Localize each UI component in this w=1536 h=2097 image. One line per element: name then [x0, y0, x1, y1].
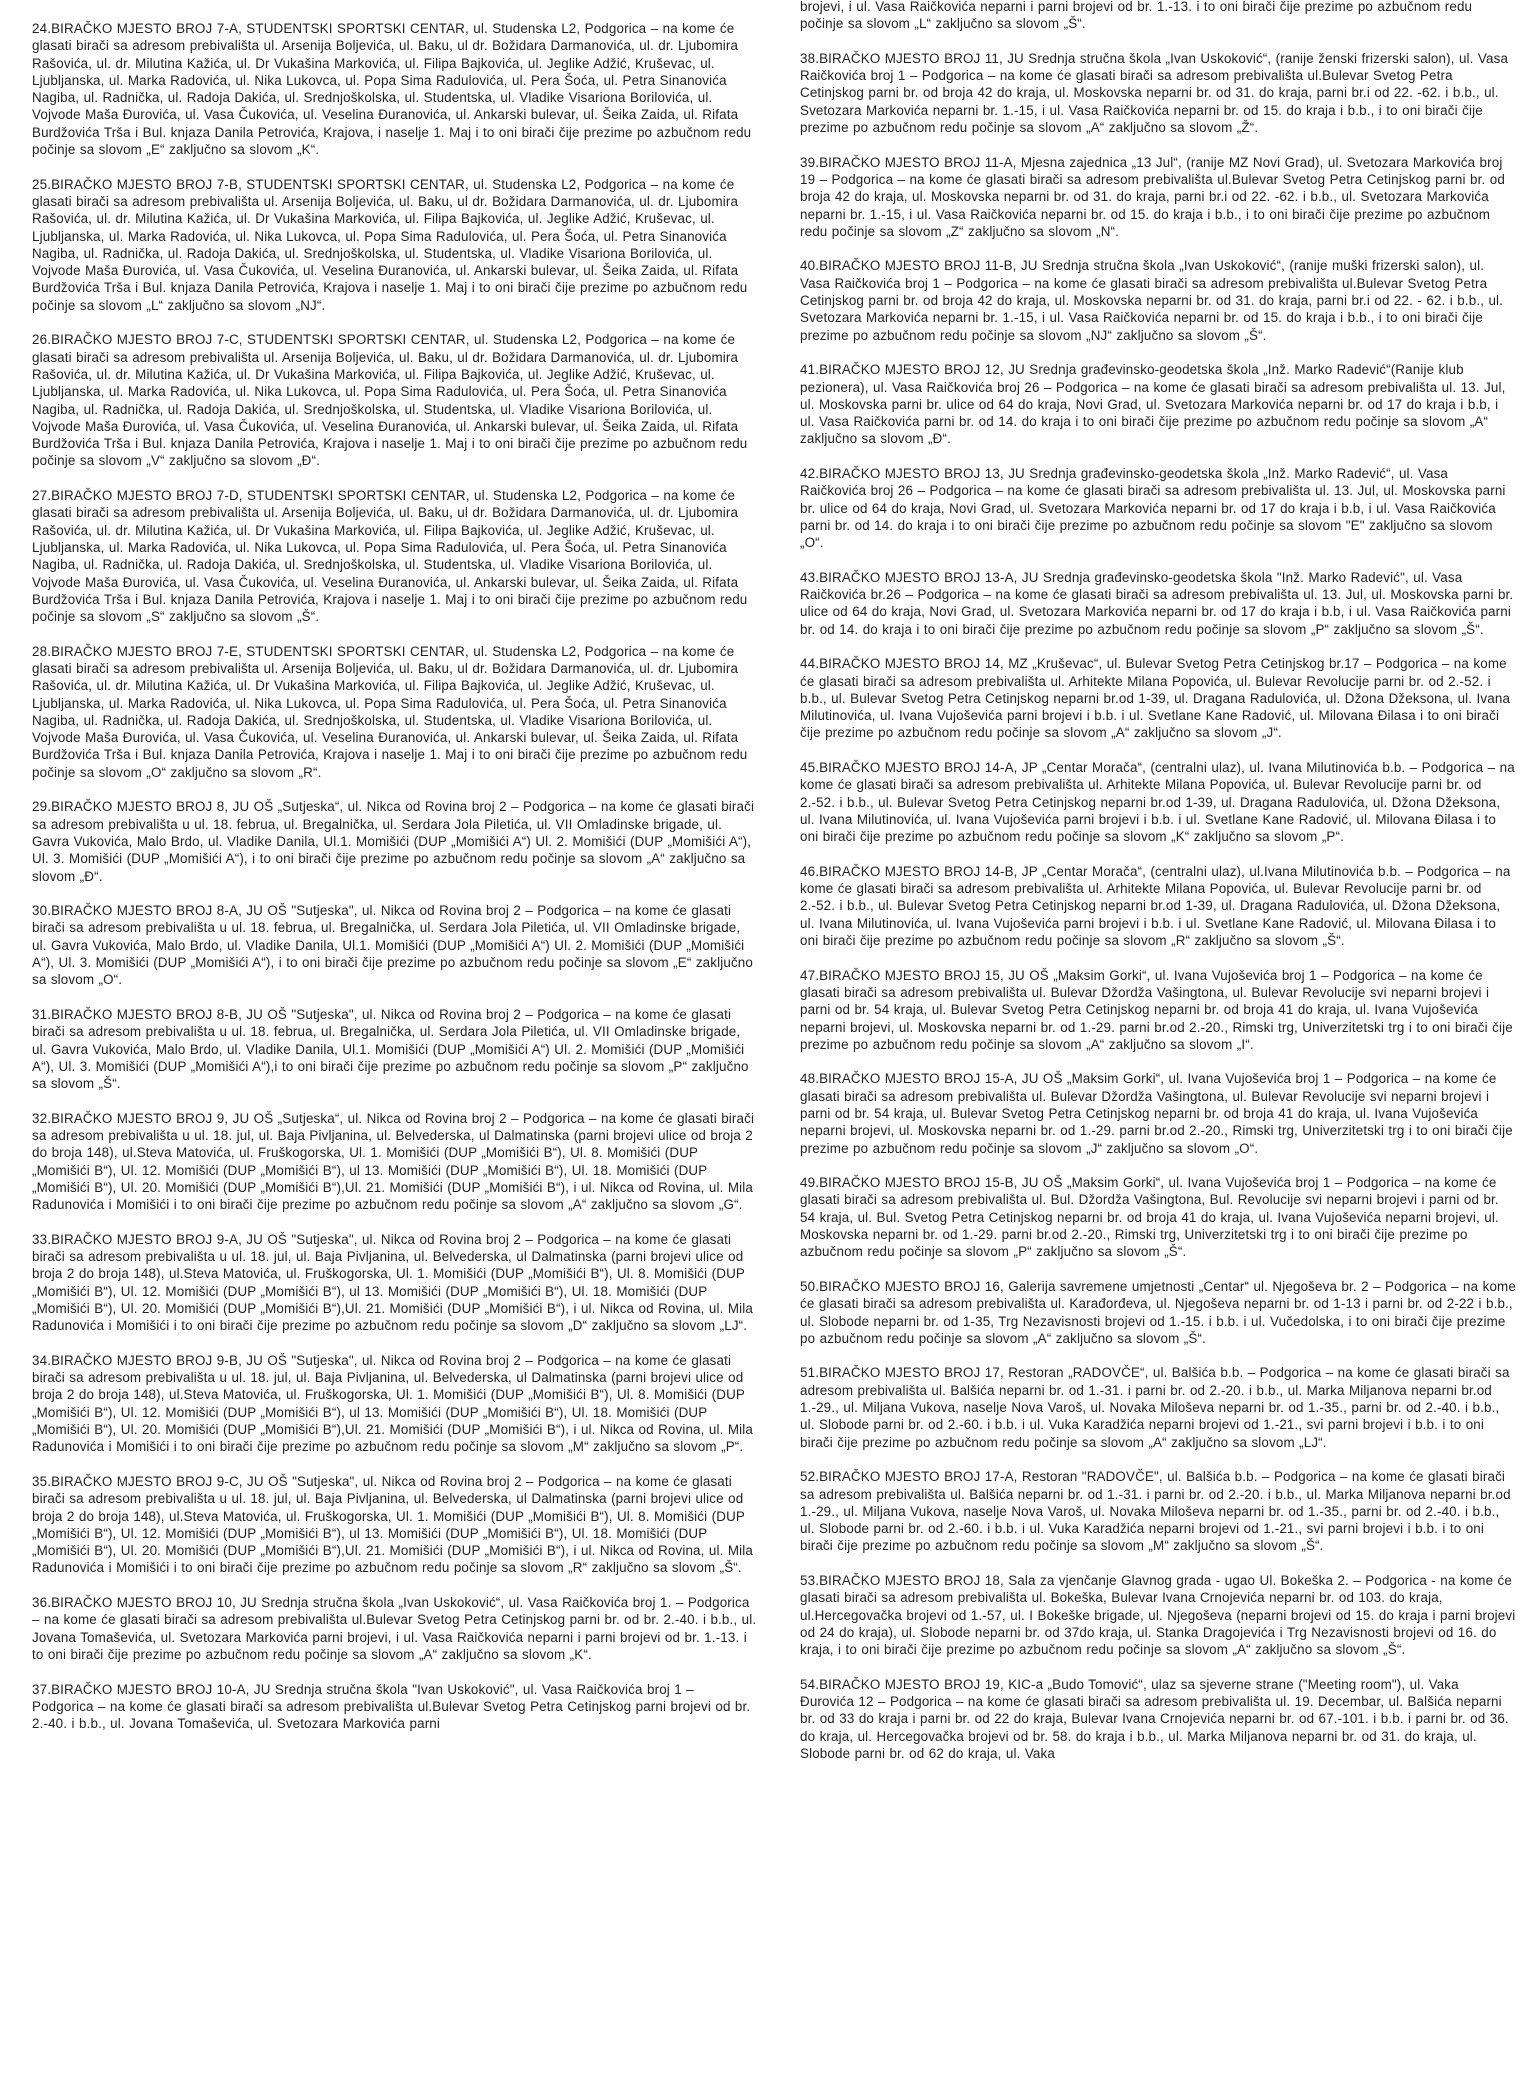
polling-station-entry: 45.BIRAČKO MJESTO BROJ 14-A, JP „Centar Morača“, (centralni ulaz), ul. Ivana Milutinovića b.b. – Podgorica – na kome će glasati birači sa adresom prebivališta ul. Arhitekte Milana Popovića, ul. Bulevar Revolucije parni br. od 2.-52. i b.b., ul. Bulevar Svetog Petra Cetinjskog neparni br.od 1-39, ul. Dragana Radulovića, ul. Džona Džeksona, ul. Ivana Milutinovića, ul. Ivana Vujoševića parni brojevi i b.b. i ul. Svetlane Kane Radović, ul. Milovana Đilasa i to oni birači čije prezime po azbučnom redu počinje sa slovom „K“ zaključno sa slovom „P“.	[800, 760, 1515, 845]
polling-station-entry: 46.BIRAČKO MJESTO BROJ 14-B, JP „Centar Morača“, (centralni ulaz), ul.Ivana Milutinovića b.b. – Podgorica – na kome će glasati birači sa adresom prebivališta ul. Arhitekte Milana Popovića, ul. Bulevar Revolucije parni br. od 2.-52. i b.b., ul. Bulevar Svetog Petra Cetinjskog neparni br.od 1-39, ul. Dragana Radulovića, ul. Džona Džeksona, ul. Ivana Milutinovića, ul. Ivana Vujoševića parni brojevi i b.b. i ul. Svetlane Kane Radović, ul. Milovana Đilasa i to oni birači čije prezime po azbučnom redu počinje sa slovom „R“ zaključno sa slovom „Š“.	[800, 863, 1511, 949]
polling-station-entry-continued: brojevi, i ul. Vasa Raičkovića neparni i parni brojevi od br. 1.-13. i to oni birači čije prezime po azbučnom redu počinje sa slovom „L“ zaključno sa slovom „Š“.	[800, 0, 1473, 32]
polling-station-entry: 35.BIRAČKO MJESTO BROJ 9-C, JU OŠ "Sutjeska", ul. Nikca od Rovina broj 2 – Podgorica – na kome će glasati birači sa adresom prebivališta u ul. 18. jul, ul. Baja Pivljanina, ul. Belvederska, ul Dalmatinska (parni brojevi ulice od broja 2 do broja 148), ul.Steva Matovića, ul. Fruškogorska, Ul. 1. Momišići (DUP „Momišići B“), Ul. 8. Momišići (DUP „Momišići B“), Ul. 12. Momišići (DUP „Momišići B“), ul 13. Momišići (DUP „Momišići B“), Ul. 18. Momišići (DUP „Momišići B“), Ul. 20. Momišići (DUP „Momišići B“),Ul. 21. Momišići (DUP „Momišići B“), i ul. Nikca od Rovina, ul. Mila Radunovića i Momišići i to oni birači čije prezime po azbučnom redu počinje sa slovom „R“ zaključno sa slovom „Š“.	[32, 1473, 754, 1576]
polling-station-entry: 39.BIRAČKO MJESTO BROJ 11-A, Mjesna zajednica „13 Jul“, (ranije MZ Novi Grad), ul. Svetozara Markovića broj 19 – Podgorica – na kome će glasati birači sa adresom prebivališta ul.Bulevar Svetog Petra Cetinjskog parni br. od broja 42 do kraja, ul. Moskovska neparni br. od 31. do kraja, parni br.i od 22. -62. i b.b., ul. Svetozara Markovića neparni br. 1.-15, i ul. Vasa Raičkovića neparni br. od 15. do kraja i b.b., i to oni birači čije prezime po azbučnom redu počinje sa slovom „Z“ zaključno sa slovom „N“.	[800, 154, 1505, 239]
polling-station-entry: 28.BIRAČKO MJESTO BROJ 7-E, STUDENTSKI SPORTSKI CENTAR, ul. Studenska L2, Podgorica – na kome će glasati birači sa adresom prebivališta ul. Arsenija Boljevića, ul. Baku, ul dr. Božidara Darmanovića, ul. dr. Ljubomira Rašovića, ul. dr. Milutina Kažića, ul. Dr Vukašina Markovića, ul. Filipa Bajkovića, ul. Jeglike Adžić, Kruševac, ul. Ljubljanska, ul. Marka Radovića, ul. Nika Lukovca, ul. Popa Sima Radulovića, ul. Pera Šoća, ul. Petra Sinanovića Nagiba, ul. Radnička, ul. Radoja Dakića, ul. Srednjoškolska, ul. Studentska, ul. Vladike Visariona Borilovića, ul. Vojvode Maša Đurovića, ul. Vasa Čukovića, ul. Veselina Đuranovića, ul. Ankarski bulevar, ul. Šeika Zaida, ul. Rifata Burdžovića Trša i Bul. knjaza Danila Petrovića, Krajova i naselje 1. Maj i to oni birači čije prezime po azbučnom redu počinje sa slovom „O“ zaključno sa slovom „R“.	[32, 643, 748, 780]
polling-station-entry: 32.BIRAČKO MJESTO BROJ 9, JU OŠ „Sutjeska“, ul. Nikca od Rovina broj 2 – Podgorica – na kome će glasati birači sa adresom prebivališta u ul. 18. jul, ul. Baja Pivljanina, ul. Belvederska, ul Dalmatinska (parni brojevi ulice od broja 2 do broja 148), ul.Steva Matovića, ul. Fruškogorska, Ul. 1. Momišići (DUP „Momišići B“), Ul. 8. Momišići (DUP „Momišići B“), Ul. 12. Momišići (DUP „Momišići B“), ul 13. Momišići (DUP „Momišići B“), Ul. 18. Momišići (DUP „Momišići B“), Ul. 20. Momišići (DUP „Momišići B“),Ul. 21. Momišići (DUP „Momišići B“), i ul. Nikca od Rovina, ul. Mila Radunovića i Momišići i to oni birači čije prezime po azbučnom redu počinje sa slovom „A“ zaključno sa slovom „G“.	[32, 1110, 755, 1213]
polling-station-entry: 42.BIRAČKO MJESTO BROJ 13, JU Srednja građevinsko-geodetska škola „Inž. Marko Radević“, ul. Vasa Raičkovića broj 26 – Podgorica – na kome će glasati birači sa adresom prebivališta ul. 13. Jul, ul. Moskovska parni br. ulice od 64 do kraja, Novi Grad, ul. Svetozara Markovića neparni br. od 17 do kraja i b.b, i ul. Vasa Raičkovića parni br. od 14. do kraja i to oni birači čije prezime po azbučnom redu počinje sa slovom "E" zaključno sa slovom „O“.	[800, 466, 1506, 551]
polling-station-entry: 44.BIRAČKO MJESTO BROJ 14, MZ „Kruševac“, ul. Bulevar Svetog Petra Cetinjskog br.17 – Podgorica – na kome će glasati birači sa adresom prebivališta ul. Arhitekte Milana Popovića, ul. Bulevar Revolucije parni br. od 2.-52. i b.b., ul. Bulevar Svetog Petra Cetinjskog neparni br.od 1-39, ul. Dragana Radulovića, ul. Džona Džeksona, ul. Ivana Milutinovića, ul. Ivana Vujoševića parni brojevi i b.b. i ul. Svetlane Kane Radović, ul. Milovana Đilasa i to oni birači čije prezime po azbučnom redu počinje sa slovom „A“ zaključno sa slovom „J“.	[800, 656, 1511, 741]
polling-station-entry: 54.BIRAČKO MJESTO BROJ 19, KIC-a „Budo Tomović“, ulaz sa sjeverne strane ("Meeting room"), ul. Vaka Đurovića 12 – Podgorica – na kome će glasati birači sa adresom prebivališta ul. 19. Decembar, ul. Balšića neparni br. od 33 do kraja i parni br. od 22 do kraja, Bulevar Ivana Crnojevića neparni br. od 67.-101. i b.b. i parni br. od 36. do kraja, ul. Hercegovačka brojevi od br. 58. do kraja i b.b., ul. Marka Miljanova neparni br. od 31. do kraja, ul. Slobode parni br. od 62 do kraja, ul. Vaka	[800, 1676, 1509, 1761]
polling-station-entry: 50.BIRAČKO MJESTO BROJ 16, Galerija savremene umjetnosti „Centar“ ul. Njegoševa br. 2 – Podgorica – na kome će glasati birači sa adresom prebivališta ul. Karađorđeva, ul. Njegoševa neparni br. od 1-13 i parni br. od 2-22 i b.b., ul. Slobode neparni br. od 1-35, Trg Nezavisnosti brojevi od 1.-15. i b.b. i ul. Vučedolska, i to oni birači čije prezime po azbučnom redu počinje sa slovom „A“ zaključno sa slovom „Š“.	[800, 1278, 1516, 1346]
polling-station-entry: 26.BIRAČKO MJESTO BROJ 7-C, STUDENTSKI SPORTSKI CENTAR, ul. Studenska L2, Podgorica – na kome će glasati birači sa adresom prebivališta ul. Arsenija Boljevića, ul. Baku, ul dr. Božidara Darmanovića, ul. dr. Ljubomira Rašovića, ul. dr. Milutina Kažića, ul. Dr Vukašina Markovića, ul. Filipa Bajkovića, ul. Jeglike Adžić, Kruševac, ul. Ljubljanska, ul. Marka Radovića, ul. Nika Lukovca, ul. Popa Sima Radulovića, ul. Pera Šoća, ul. Petra Sinanovića Nagiba, ul. Radnička, ul. Radoja Dakića, ul. Srednjoškolska, ul. Studentska, ul. Vladike Visariona Borilovića, ul. Vojvode Maša Đurovića, ul. Vasa Čukovića, ul. Veselina Đuranovića, ul. Ankarski bulevar, ul. Šeika Zaida, ul. Rifata Burdžovića Trša i Bul. knjaza Danila Petrovića, Krajova i naselje 1. Maj i to oni birači čije prezime po azbučnom redu počinje sa slovom „V“ zaključno sa slovom „Đ“.	[32, 332, 748, 469]
right-column	[800, 0, 1536, 2097]
polling-station-entry: 41.BIRAČKO MJESTO BROJ 12, JU Srednja građevinsko-geodetska škola „Inž. Marko Radević“(Ranije klub pezionera), ul. Vasa Raičkovića broj 26 – Podgorica – na kome će glasati birači sa adresom prebivališta ul. 13. Jul, ul. Moskovska parni br. ulice od 64 do kraja, Novi Grad, ul. Svetozara Markovića neparni br. od 17 do kraja i b.b, i ul. Vasa Raičkovića parni br. od 14. do kraja i to oni birači čije prezime po azbučnom redu počinje sa slovom „A“ zaključno sa slovom „Đ“.	[800, 362, 1506, 447]
polling-station-entry: 34.BIRAČKO MJESTO BROJ 9-B, JU OŠ "Sutjeska", ul. Nikca od Rovina broj 2 – Podgorica – na kome će glasati birači sa adresom prebivališta u ul. 18. jul, ul. Baja Pivljanina, ul. Belvederska, ul Dalmatinska (parni brojevi ulice od broja 2 do broja 148), ul.Steva Matovića, ul. Fruškogorska, Ul. 1. Momišići (DUP „Momišići B“), Ul. 8. Momišići (DUP „Momišići B“), Ul. 12. Momišići (DUP „Momišići B“), ul 13. Momišići (DUP „Momišići B“), Ul. 18. Momišići (DUP „Momišići B“), Ul. 20. Momišići (DUP „Momišići B“),Ul. 21. Momišići (DUP „Momišići B“), i ul. Nikca od Rovina, ul. Mila Radunovića i Momišići i to oni birači čije prezime po azbučnom redu počinje sa slovom „M“ zaključno sa slovom „P“.	[32, 1352, 754, 1455]
polling-station-entry: 53.BIRAČKO MJESTO BROJ 18, Sala za vjenčanje Glavnog grada - ugao Ul. Bokeška 2. – Podgorica - na kome će glasati birači sa adresom prebivališta ul. Bokeška, Bulevar Ivana Crnojevića neparni br. od 103. do kraja, ul.Hercegovačka brojevi od 1.-57, ul. I Bokeške brigade, ul. Njegoševa (neparni brojevi od 15. do kraja i parni brojevi od 24 do kraja), ul. Slobode neparni br. od 37do kraja, ul. Stanka Dragojevića i Trg Nezavisnosti brojevi od 16. do kraja, i to oni birači čije prezime po azbučnom redu počinje sa slovom „A“ zaključno sa slovom „Š“.	[800, 1573, 1516, 1658]
left-column	[32, 0, 759, 2097]
polling-station-entry: 51.BIRAČKO MJESTO BROJ 17, Restoran „RADOVČE“, ul. Balšića b.b. – Podgorica – na kome će glasati birači sa adresom prebivališta ul. Balšića neparni br. od 1.-31. i parni br. od 2.-20. i b.b., ul. Marka Miljanova neparni br.od 1.-29., ul. Miljana Vukova, naselje Nova Varoš, ul. Novaka Miloševa neparni br. od 1.-35., parni br. od 2.-40. i b.b., ul. Slobode parni br. od 2.-60. i b.b. i ul. Vuka Karadžića neparni brojevi od 1.-21., svi parni brojevi i b.b. i to oni birači čije prezime po azbučnom redu počinje sa slovom „A“ zaključno sa slovom „LJ“.	[800, 1365, 1510, 1450]
polling-station-entry: 33.BIRAČKO MJESTO BROJ 9-A, JU OŠ "Sutjeska", ul. Nikca od Rovina broj 2 – Podgorica – na kome će glasati birači sa adresom prebivališta u ul. 18. jul, ul. Baja Pivljanina, ul. Belvederska, ul Dalmatinska (parni brojevi ulice od broja 2 do broja 148), ul.Steva Matovića, ul. Fruškogorska, Ul. 1. Momišići (DUP „Momišići B“), Ul. 8. Momišići (DUP „Momišići B“), Ul. 12. Momišići (DUP „Momišići B“), ul 13. Momišići (DUP „Momišići B“), Ul. 18. Momišići (DUP „Momišići B“), Ul. 20. Momišići (DUP „Momišići B“),Ul. 21. Momišići (DUP „Momišići B“), i ul. Nikca od Rovina, ul. Mila Radunovića i Momišići i to oni birači čije prezime po azbučnom redu počinje sa slovom „D“ zaključno sa slovom „LJ“.	[32, 1231, 754, 1334]
polling-station-entry: 47.BIRAČKO MJESTO BROJ 15, JU OŠ „Maksim Gorki“, ul. Ivana Vujoševića broj 1 – Podgorica – na kome će glasati birači sa adresom prebivališta ul. Bulevar Džordža Vašingtona, ul. Bulevar Revolucije svi neparni brojevi i parni od br. 54 kraja, ul. Bulevar Svetog Petra Cetinjskog neparni br. od broja 41 do kraja, ul. Ivana Vujoševića neparni brojevi, ul. Moskovska neparni br. od 1.-29. parni br.od 2.-20., Rimski trg, Univerzitetski trg i to oni birači čije prezime po azbučnom redu počinje sa slovom „A“ zaključno sa slovom „I“.	[800, 967, 1513, 1052]
polling-station-entry: 43.BIRAČKO MJESTO BROJ 13-A, JU Srednja građevinsko-geodetska škola "Inž. Marko Radević", ul. Vasa Raičkovića br.26 – Podgorica – na kome će glasati birači sa adresom prebivališta ul. 13. Jul, ul. Moskovska parni br. ulice od 64 do kraja, Novi Grad, ul. Svetozara Markovića neparni br. od 17 do kraja i b.b, i ul. Vasa Raičkovića parni br. od 14. do kraja i to oni birači čije prezime po azbučnom redu počinje sa slovom „P“ zaključno sa slovom „Š“.	[800, 569, 1514, 637]
polling-station-entry: 25.BIRAČKO MJESTO BROJ 7-B, STUDENTSKI SPORTSKI CENTAR, ul. Studenska L2, Podgorica – na kome će glasati birači sa adresom prebivališta ul. Arsenija Boljevića, ul. Baku, ul dr. Božidara Darmanovića, ul. dr. Ljubomira Rašovića, ul. dr. Milutina Kažića, ul. Dr Vukašina Markovića, ul. Filipa Bajkovića, ul. Jeglike Adžić, Kruševac, ul. Ljubljanska, ul. Marka Radovića, ul. Nika Lukovca, ul. Popa Sima Radulovića, ul. Pera Šoća, ul. Petra Sinanovića Nagiba, ul. Radnička, ul. Radoja Dakića, ul. Srednjoškolska, ul. Studentska, ul. Vladike Visariona Borilovića, ul. Vojvode Maša Đurovića, ul. Vasa Čukovića, ul. Veselina Đuranovića, ul. Ankarski bulevar, ul. Šeika Zaida, ul. Rifata Burdžovića Trša i Bul. knjaza Danila Petrovića, Krajova i naselje 1. Maj i to oni birači čije prezime po azbučnom redu počinje sa slovom „L“ zaključno sa slovom „NJ“.	[32, 176, 748, 313]
polling-station-entry: 49.BIRAČKO MJESTO BROJ 15-B, JU OŠ „Maksim Gorki“, ul. Ivana Vujoševića broj 1 – Podgorica – na kome će glasati birači sa adresom prebivališta ul. Bul. Džordža Vašingtona, Bul. Revolucije svi neparni brojevi i parni od br. 54 kraja, ul. Bul. Svetog Petra Cetinjskog neparni br. od broja 41 do kraja, ul. Ivana Vujoševića neparni brojevi, ul. Moskovska neparni br. od 1.-29. parni br.od 2.-20., Rimski trg, Univerzitetski trg i to oni birači čije prezime po azbučnom redu počinje sa slovom „P“ zaključno sa slovom „Š“.	[800, 1175, 1499, 1260]
polling-station-entry: 24.BIRAČKO MJESTO BROJ 7-A, STUDENTSKI SPORTSKI CENTAR, ul. Studenska L2, Podgorica – na kome će glasati birači sa adresom prebivališta ul. Arsenija Boljevića, ul. Baku, ul dr. Božidara Darmanovića, ul. dr. Ljubomira Rašovića, ul. dr. Milutina Kažića, ul. Dr Vukašina Markovića, ul. Filipa Bajkovića, ul. Jeglike Adžić, Kruševac, ul. Ljubljanska, ul. Marka Radovića, ul. Nika Lukovca, ul. Popa Sima Radulovića, ul. Pera Šoća, ul. Petra Sinanovića Nagiba, ul. Radnička, ul. Radoja Dakića, ul. Srednjoškolska, ul. Studentska, ul. Vladike Visariona Borilovića, ul. Vojvode Maša Đurovića, ul. Vasa Čukovića, ul. Veselina Đuranovića, ul. Ankarski bulevar, ul. Šeika Zaida, ul. Rifata Burdžovića Trša i Bul. knjaza Danila Petrovića, Krajova, i naselje 1. Maj i to oni birači čije prezime po azbučnom redu počinje sa slovom „E“ zaključno sa slovom „K“.	[32, 21, 752, 158]
polling-station-entry: 30.BIRAČKO MJESTO BROJ 8-A, JU OŠ "Sutjeska", ul. Nikca od Rovina broj 2 – Podgorica – na kome će glasati birači sa adresom prebivališta u ul. 18. februa, ul. Bregalnička, ul. Serdara Jola Piletića, ul. VII Omladinske brigade, ul. Gavra Vukovića, Malo Brdo, ul. Vladike Danila, Ul.1. Momišići (DUP „Momišići A“) Ul. 2. Momišići (DUP „Momišići A“), Ul. 3. Momišići (DUP „Momišići A“), i to oni birači čije prezime po azbučnom redu počinje sa slovom „E“ zaključno sa slovom „O“.	[32, 903, 754, 988]
polling-station-entry: 29.BIRAČKO MJESTO BROJ 8, JU OŠ „Sutjeska“, ul. Nikca od Rovina broj 2 – Podgorica – na kome će glasati birači sa adresom prebivališta u ul. 18. februa, ul. Bregalnička, ul. Serdara Jola Piletića, ul. VII Omladinske brigade, ul. Gavra Vukovića, Malo Brdo, ul. Vladike Danila, Ul.1. Momišići (DUP „Momišići A“) Ul. 2. Momišići (DUP „Momišići A“), Ul. 3. Momišići (DUP „Momišići A“), i to oni birači čije prezime po azbučnom redu počinje sa slovom „A“ zaključno sa slovom „Đ“.	[32, 799, 755, 884]
polling-station-entry: 37.BIRAČKO MJESTO BROJ 10-A, JU Srednja stručna škola "Ivan Uskoković", ul. Vasa Raičkovića broj 1 – Podgorica – na kome će glasati birači sa adresom prebivališta ul.Bulevar Svetog Petra Cetinjskog parni brojevi od br. 2.-40. i b.b., ul. Jovana Tomaševića, ul. Svetozara Markovića parni	[32, 1681, 751, 1732]
polling-station-entry: 52.BIRAČKO MJESTO BROJ 17-A, Restoran "RADOVČE", ul. Balšića b.b. – Podgorica – na kome će glasati birači sa adresom prebivališta ul. Balšića neparni br. od 1.-31. i parni br. od 2.-20. i b.b., ul. Marka Miljanova neparni br.od 1.-29., ul. Miljana Vukova, naselje Nova Varoš, ul. Novaka Miloševa neparni br. od 1.-35., parni br. od 2.-40. i b.b., ul. Slobode parni br. od 2.-60. i b.b. i ul. Vuka Karadžića neparni brojevi od 1.-21., svi parni brojevi i b.b. i to oni birači čije prezime po azbučnom redu počinje sa slovom „M“ zaključno sa slovom „Š“.	[800, 1469, 1511, 1554]
polling-station-entry: 38.BIRAČKO MJESTO BROJ 11, JU Srednja stručna škola „Ivan Uskoković“, (ranije ženski frizerski salon), ul. Vasa Raičkovića broj 1 – Podgorica – na kome će glasati birači sa adresom prebivališta ul.Bulevar Svetog Petra Cetinjskog parni br. od broja 42 do kraja, ul. Moskovska neparni br. od 31. do kraja, parni br.i od 22. -62. i b.b., ul. Svetozara Markovića neparni br. 1.-15, i ul. Vasa Raičkovića neparni br. od 15. do kraja i b.b., i to oni birači čije prezime po azbučnom redu počinje sa slovom „A“ zaključno sa slovom „Ž“.	[800, 50, 1509, 136]
polling-station-entry: 31.BIRAČKO MJESTO BROJ 8-B, JU OŠ "Sutjeska", ul. Nikca od Rovina broj 2 – Podgorica – na kome će glasati birači sa adresom prebivališta u ul. 18. februa, ul. Bregalnička, ul. Serdara Jola Piletića, ul. VII Omladinske brigade, ul. Gavra Vukovića, Malo Brdo, ul. Vladike Danila, Ul.1. Momišići (DUP „Momišići A“) Ul. 2. Momišići (DUP „Momišići A“), Ul. 3. Momišići (DUP „Momišići A“),i to oni birači čije prezime po azbučnom redu počinje sa slovom „P“ zaključno sa slovom „Š“.	[32, 1006, 749, 1092]
polling-station-entry: 36.BIRAČKO MJESTO BROJ 10, JU Srednja stručna škola „Ivan Uskoković“, ul. Vasa Raičkovića broj 1. – Podgorica – na kome će glasati birači sa adresom prebivališta ul.Bulevar Svetog Petra Cetinjskog parni br. od br. 2.-40. i b.b., ul. Jovana Tomaševića, ul. Svetozara Markovića parni brojevi, i ul. Vasa Raičkovića neparni i parni brojevi od br. 1.-13. i to oni birači čije prezime po azbučnom redu počinje sa slovom „A“ zaključno sa slovom „K“.	[32, 1595, 757, 1662]
polling-station-entry: 27.BIRAČKO MJESTO BROJ 7-D, STUDENTSKI SPORTSKI CENTAR, ul. Studenska L2, Podgorica – na kome će glasati birači sa adresom prebivališta ul. Arsenija Boljevića, ul. Baku, ul dr. Božidara Darmanovića, ul. dr. Ljubomira Rašovića, ul. dr. Milutina Kažića, ul. Dr Vukašina Markovića, ul. Filipa Bajkovića, ul. Jeglike Adžić, Kruševac, ul. Ljubljanska, ul. Marka Radovića, ul. Nika Lukovca, ul. Popa Sima Radulovića, ul. Pera Šoća, ul. Petra Sinanovića Nagiba, ul. Radnička, ul. Radoja Dakića, ul. Srednjoškolska, ul. Studentska, ul. Vladike Visariona Borilovića, ul. Vojvode Maša Đurovića, ul. Vasa Čukovića, ul. Veselina Đuranovića, ul. Ankarski bulevar, ul. Šeika Zaida, ul. Rifata Burdžovića Trša i Bul. knjaza Danila Petrovića, Krajova i naselje 1. Maj i to oni birači čije prezime po azbučnom redu počinje sa slovom „S“ zaključno sa slovom „Š“.	[32, 488, 748, 625]
polling-station-entry: 48.BIRAČKO MJESTO BROJ 15-A, JU OŠ „Maksim Gorki“, ul. Ivana Vujoševića broj 1 – Podgorica – na kome će glasati birači sa adresom prebivališta ul. Bulevar Džordža Vašingtona, ul. Bulevar Revolucije svi neparni brojevi i parni od br. 54 kraja, ul. Bulevar Svetog Petra Cetinjskog neparni br. od broja 41 do kraja, ul. Ivana Vujoševića neparni brojevi, ul. Moskovska neparni br. od 1.-29. parni br.od 2.-20., Rimski trg, Univerzitetski trg i to oni birači čije prezime po azbučnom redu počinje sa slovom „J“ zaključno sa slovom „O“.	[800, 1071, 1513, 1156]
polling-station-entry: 40.BIRAČKO MJESTO BROJ 11-B, JU Srednja stručna škola „Ivan Uskoković“, (ranije muški frizerski salon), ul. Vasa Raičkovića broj 1 – Podgorica – na kome će glasati birači sa adresom prebivališta ul.Bulevar Svetog Petra Cetinjskog parni br. od broja 42 do kraja, ul. Moskovska neparni br. od 31. do kraja, parni br.i od 22. - 62. i b.b., ul. Svetozara Markovića neparni br. 1.-15, i ul. Vasa Raičkovića neparni br. od 15. do kraja i b.b., i to oni birači čije prezime po azbučnom redu počinje sa slovom „NJ“ zaključno sa slovom „Š“.	[800, 258, 1504, 343]
